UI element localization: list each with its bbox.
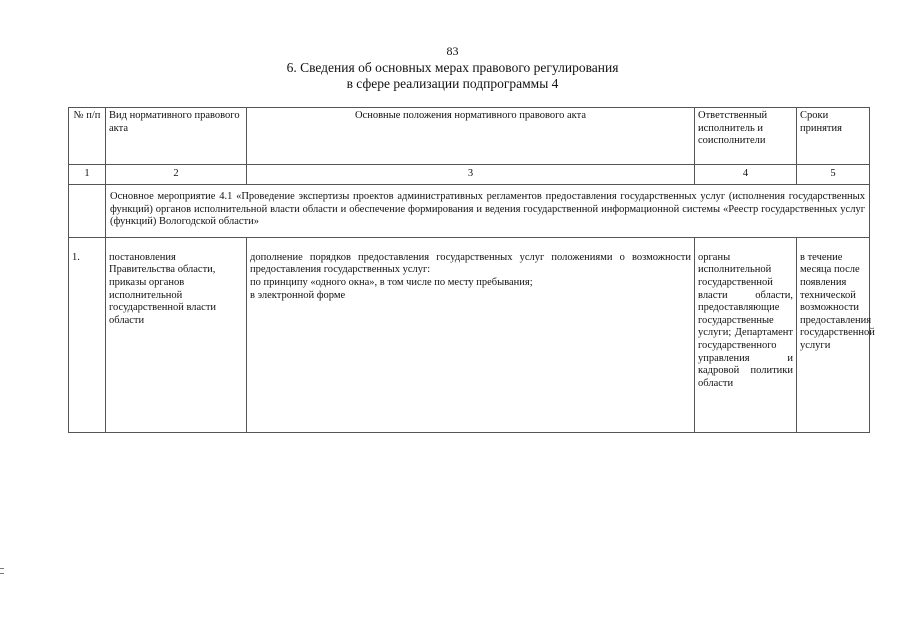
provision-line: в электронной форме [250,289,346,301]
row-responsible: органы исполнительной государственной власти области, предоставляющие государственные услуги; Департамент государственного управления и кадровой политики области [695,237,797,432]
document-title [0,60,905,92]
row-num: 1. [69,237,106,432]
header-num: № п/п [69,108,106,165]
page-number: 83 [446,44,459,58]
table-row [69,237,870,432]
measure-row [69,185,870,238]
column-number: 5 [797,165,870,185]
measure-empty-cell [69,185,106,238]
measure-description: Основное мероприятие 4.1 «Проведение экспертизы проектов административных регламентов предоставления государственных услуг (исполнения государственных функций) органов исполнительной власти области и обеспечение формирования и ведения государственной информационной системы «Реестр государственных услуг (функций) Вологодской области» [106,185,870,238]
column-number: 1 [69,165,106,185]
title-line-1: 6. Сведения об основных мерах правового регулирования [286,60,619,75]
row-term: в течение месяца после появления технической возможности предоставления государственной услуги [797,237,870,432]
column-number: 3 [247,165,695,185]
header-term: Сроки принятия [797,108,870,165]
column-number: 2 [106,165,247,185]
header-act-type: Вид нормативного правового акта [106,108,247,165]
column-number: 4 [695,165,797,185]
provision-line: дополнение порядков предоставления государственных услуг положениями о возможности предоставления государственных услуг: [250,251,691,276]
provision-line: по принципу «одного окна», в том числе по месту пребывания; [250,276,533,288]
header-provisions: Основные положения нормативного правового акта [247,108,695,165]
edge-mark [0,568,4,569]
title-line-2: в сфере реализации подпрограммы 4 [346,76,559,91]
regulation-table [68,107,875,433]
row-provisions [247,237,695,432]
column-number-row [69,165,870,185]
row-act-type: постановления Правительства области, приказы органов исполнительной государственной власти области [106,237,247,432]
header-responsible: Ответственный исполнитель и соисполнители [695,108,797,165]
edge-mark [0,573,4,574]
scan-edge-marks [0,568,4,578]
table-header-row [69,108,870,165]
